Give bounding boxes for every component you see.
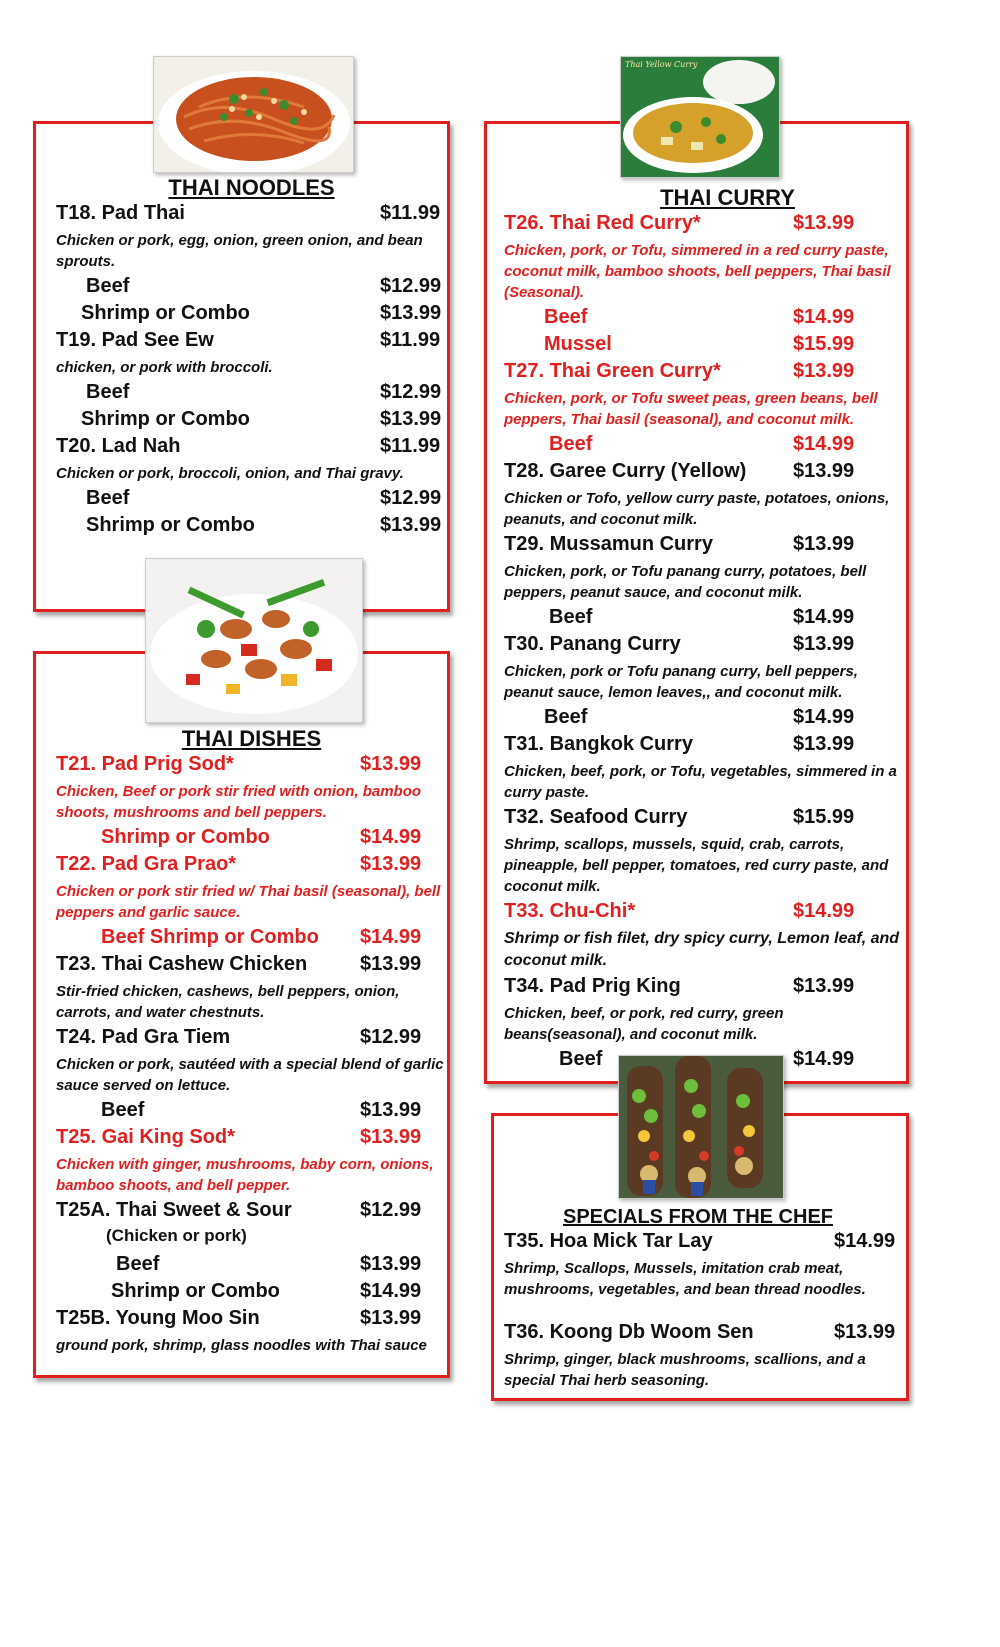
menu-item-note [56, 1226, 444, 1253]
menu-item-price: $15.99 [793, 806, 855, 828]
menu-item-name: T31. Bangkok Curry [504, 733, 693, 755]
menu-item-description: chicken, or pork with broccoli. [56, 359, 273, 376]
floating-market-photo [618, 1055, 784, 1199]
chef-specials-title: SPECIALS FROM THE CHEF [562, 1206, 833, 1228]
menu-item-name: T18. Pad Thai [56, 202, 185, 224]
menu-item-name: T19. Pad See Ew [56, 329, 214, 351]
thai-yellow-curry-photo [620, 56, 780, 178]
menu-item-name: Beef [101, 1099, 145, 1121]
menu-item-name: T36. Koong Db Woom Sen [504, 1321, 754, 1343]
menu-item-description: ground pork, shrimp, glass noodles with Thai sauce [56, 1337, 427, 1354]
menu-item-row [504, 633, 900, 660]
thai-dishes-title: THAI DISHES [181, 726, 322, 751]
menu-item-row [504, 706, 900, 733]
menu-item-price: $13.99 [360, 1307, 422, 1329]
menu-item-description: Chicken or pork, egg, onion, green onion, and bean sprouts. [56, 232, 423, 270]
menu-item-row [56, 408, 444, 435]
menu-item-price: $13.99 [380, 408, 442, 430]
menu-item-name: Shrimp or Combo [111, 1280, 280, 1302]
menu-item-name: T24. Pad Gra Tiem [56, 1026, 231, 1048]
menu-item-price: $13.99 [380, 514, 442, 536]
menu-item-name: T22. Pad Gra Prao* [56, 853, 237, 875]
menu-item-description: Chicken, pork or Tofu panang curry, bell peppers, peanut sauce, lemon leaves,, and coconut milk. [504, 663, 858, 701]
menu-item-row [56, 1026, 444, 1053]
menu-item-price: $12.99 [360, 1199, 422, 1221]
menu-item-price: $14.99 [793, 706, 855, 728]
menu-item-name: T35. Hoa Mick Tar Lay [504, 1230, 713, 1252]
menu-item-name: Mussel [544, 333, 612, 355]
menu-item-price: $14.99 [834, 1230, 896, 1252]
thai-dishes-list [56, 753, 444, 1359]
menu-item-row [56, 1099, 444, 1126]
menu-item-row [56, 1199, 444, 1226]
menu-item-name: Beef [544, 706, 588, 728]
menu-item-price: $14.99 [360, 826, 422, 848]
menu-item-row [504, 900, 900, 927]
menu-item-row [504, 360, 900, 387]
menu-item-price: $11.99 [380, 202, 441, 224]
menu-item-row [504, 433, 900, 460]
menu-item-name: T33. Chu-Chi* [504, 900, 636, 922]
menu-item-price: $13.99 [793, 733, 855, 755]
menu-item-price: $15.99 [793, 333, 855, 355]
menu-item-row [504, 1321, 900, 1348]
menu-item-name: T27. Thai Green Curry* [504, 360, 721, 382]
menu-item-description: Chicken or pork, broccoli, onion, and Thai gravy. [56, 465, 404, 482]
menu-item-row [504, 606, 900, 633]
menu-item-price: $13.99 [360, 1099, 422, 1121]
menu-item-row [56, 853, 444, 880]
menu-item-price: $11.99 [380, 329, 441, 351]
menu-item-description: Shrimp, scallops, mussels, squid, crab, carrots, pineapple, bell pepper, tomatoes, red curry paste, and coconut milk. [504, 836, 889, 895]
menu-item-price: $14.99 [793, 433, 855, 455]
menu-item-name: Beef [549, 606, 593, 628]
thai-noodles-list [56, 202, 444, 541]
menu-item-price: $14.99 [793, 900, 855, 922]
menu-item-name: (Chicken or pork) [106, 1226, 247, 1245]
menu-item-price: $12.99 [380, 487, 442, 509]
menu-item-description: Chicken or pork, sautéed with a special blend of garlic sauce served on lettuce. [56, 1056, 444, 1094]
menu-item-row [56, 275, 444, 302]
menu-item-row [56, 1253, 444, 1280]
thai-curry-list [504, 212, 900, 1075]
menu-item-row [56, 826, 444, 853]
menu-item-price: $13.99 [380, 302, 442, 324]
menu-item-price: $13.99 [360, 753, 422, 775]
menu-item-name: Shrimp or Combo [86, 514, 255, 536]
menu-item-name: Beef [549, 433, 593, 455]
chef-specials-list [504, 1230, 900, 1394]
menu-item-name: T34. Pad Prig King [504, 975, 681, 997]
menu-item-description: Shrimp, Scallops, Mussels, imitation crab meat, mushrooms, vegetables, and bean thread noodles. [504, 1260, 866, 1298]
menu-item-name: T30. Panang Curry [504, 633, 681, 655]
menu-item-price: $13.99 [793, 360, 855, 382]
menu-item-row [504, 533, 900, 560]
menu-item-description: Chicken or Tofo, yellow curry paste, potatoes, onions, peanuts, and coconut milk. [504, 490, 890, 528]
menu-item-name: T25. Gai King Sod* [56, 1126, 235, 1148]
menu-item-row [56, 753, 444, 780]
menu-item-row [56, 1307, 444, 1334]
menu-item-name: T32. Seafood Curry [504, 806, 688, 828]
menu-item-row [56, 302, 444, 329]
menu-item-row [56, 926, 444, 953]
menu-item-row [504, 806, 900, 833]
thai-noodles-title: THAI NOODLES [168, 175, 335, 200]
menu-item-name: Beef [86, 275, 130, 297]
menu-item-row [504, 333, 900, 360]
pad-thai-photo [153, 56, 354, 173]
menu-item-name: Beef [559, 1048, 603, 1070]
menu-item-price: $12.99 [380, 275, 442, 297]
menu-item-name: Shrimp or Combo [101, 826, 270, 848]
menu-item-price: $12.99 [380, 381, 442, 403]
menu-item-description: Chicken, beef, or pork, red curry, green beans(seasonal), and coconut milk. [504, 1005, 784, 1043]
menu-item-price: $14.99 [793, 306, 855, 328]
menu-item-name: Beef [86, 381, 130, 403]
menu-item-description: Shrimp, ginger, black mushrooms, scallions, and a special Thai herb seasoning. [504, 1351, 866, 1389]
menu-item-description: Chicken, pork, or Tofu sweet peas, green beans, bell peppers, Thai basil (seasonal), and coconut milk. [504, 390, 878, 428]
thai-dish-photo [145, 558, 363, 723]
menu-item-price: $13.99 [793, 975, 855, 997]
menu-item-name: T25A. Thai Sweet & Sour [56, 1199, 292, 1221]
menu-item-price: $13.99 [793, 460, 855, 482]
menu-item-price: $13.99 [793, 212, 855, 234]
menu-item-row [56, 1280, 444, 1307]
menu-item-description: Chicken, beef, pork, or Tofu, vegetables, simmered in a curry paste. [504, 763, 897, 801]
menu-item-description: Shrimp or fish filet, dry spicy curry, Lemon leaf, and coconut milk. [504, 930, 900, 969]
menu-item-name: T25B. Young Moo Sin [56, 1307, 260, 1329]
menu-item-name: Beef [86, 487, 130, 509]
menu-item-name: T29. Mussamun Curry [504, 533, 713, 555]
menu-item-name: T21. Pad Prig Sod* [56, 753, 234, 775]
menu-item-price: $13.99 [793, 633, 855, 655]
menu-item-name: T26. Thai Red Curry* [504, 212, 701, 234]
menu-item-description: Chicken with ginger, mushrooms, baby corn, onions, bamboo shoots, and bell pepper. [56, 1156, 434, 1194]
menu-item-row [504, 975, 900, 1002]
menu-item-description: Chicken, pork, or Tofu, simmered in a red curry paste, coconut milk, bamboo shoots, bell peppers, Thai basil (Seasonal). [504, 242, 891, 301]
menu-item-name: Shrimp or Combo [81, 302, 250, 324]
menu-item-price: $13.99 [360, 1126, 422, 1148]
menu-item-price: $13.99 [834, 1321, 896, 1343]
menu-item-price: $13.99 [793, 533, 855, 555]
menu-item-name: Beef Shrimp or Combo [101, 926, 319, 948]
menu-item-price: $14.99 [793, 1048, 855, 1070]
menu-item-description: Chicken or pork stir fried w/ Thai basil (seasonal), bell peppers and garlic sauce. [56, 883, 441, 921]
menu-item-row [56, 202, 444, 229]
menu-item-price: $14.99 [360, 926, 422, 948]
menu-item-name: T23. Thai Cashew Chicken [56, 953, 308, 975]
menu-item-row [56, 329, 444, 356]
menu-item-name: Shrimp or Combo [81, 408, 250, 430]
menu-item-row [56, 487, 444, 514]
menu-item-row [504, 1230, 900, 1257]
menu-item-price: $14.99 [360, 1280, 422, 1302]
menu-item-row [56, 514, 444, 541]
menu-item-price: $13.99 [360, 853, 422, 875]
menu-item-row [504, 212, 900, 239]
menu-item-row [504, 733, 900, 760]
menu-item-price: $14.99 [793, 606, 855, 628]
menu-item-row [56, 381, 444, 408]
menu-item-row [56, 1126, 444, 1153]
menu-item-price: $11.99 [380, 435, 441, 457]
menu-item-row [504, 460, 900, 487]
menu-item-name: T28. Garee Curry (Yellow) [504, 460, 747, 482]
menu-item-description: Chicken, pork, or Tofu panang curry, potatoes, bell peppers, peanut sauce, and coconut milk. [504, 563, 867, 601]
menu-item-row [56, 953, 444, 980]
menu-item-name: Beef [116, 1253, 160, 1275]
curry-photo-caption: Thai Yellow Curry [625, 60, 698, 69]
menu-item-name: T20. Lad Nah [56, 435, 181, 457]
menu-item-name: Beef [544, 306, 588, 328]
menu-item-description: Stir-fried chicken, cashews, bell peppers, onion, carrots, and water chestnuts. [56, 983, 400, 1021]
menu-item-price: $12.99 [360, 1026, 422, 1048]
thai-curry-title: THAI CURRY [660, 185, 795, 210]
spacer [504, 1303, 900, 1321]
menu-item-price: $13.99 [360, 1253, 422, 1275]
menu-item-description: Chicken, Beef or pork stir fried with onion, bamboo shoots, mushrooms and bell peppers. [56, 783, 422, 821]
menu-item-row [56, 435, 444, 462]
menu-item-price: $13.99 [360, 953, 422, 975]
menu-item-row [504, 306, 900, 333]
